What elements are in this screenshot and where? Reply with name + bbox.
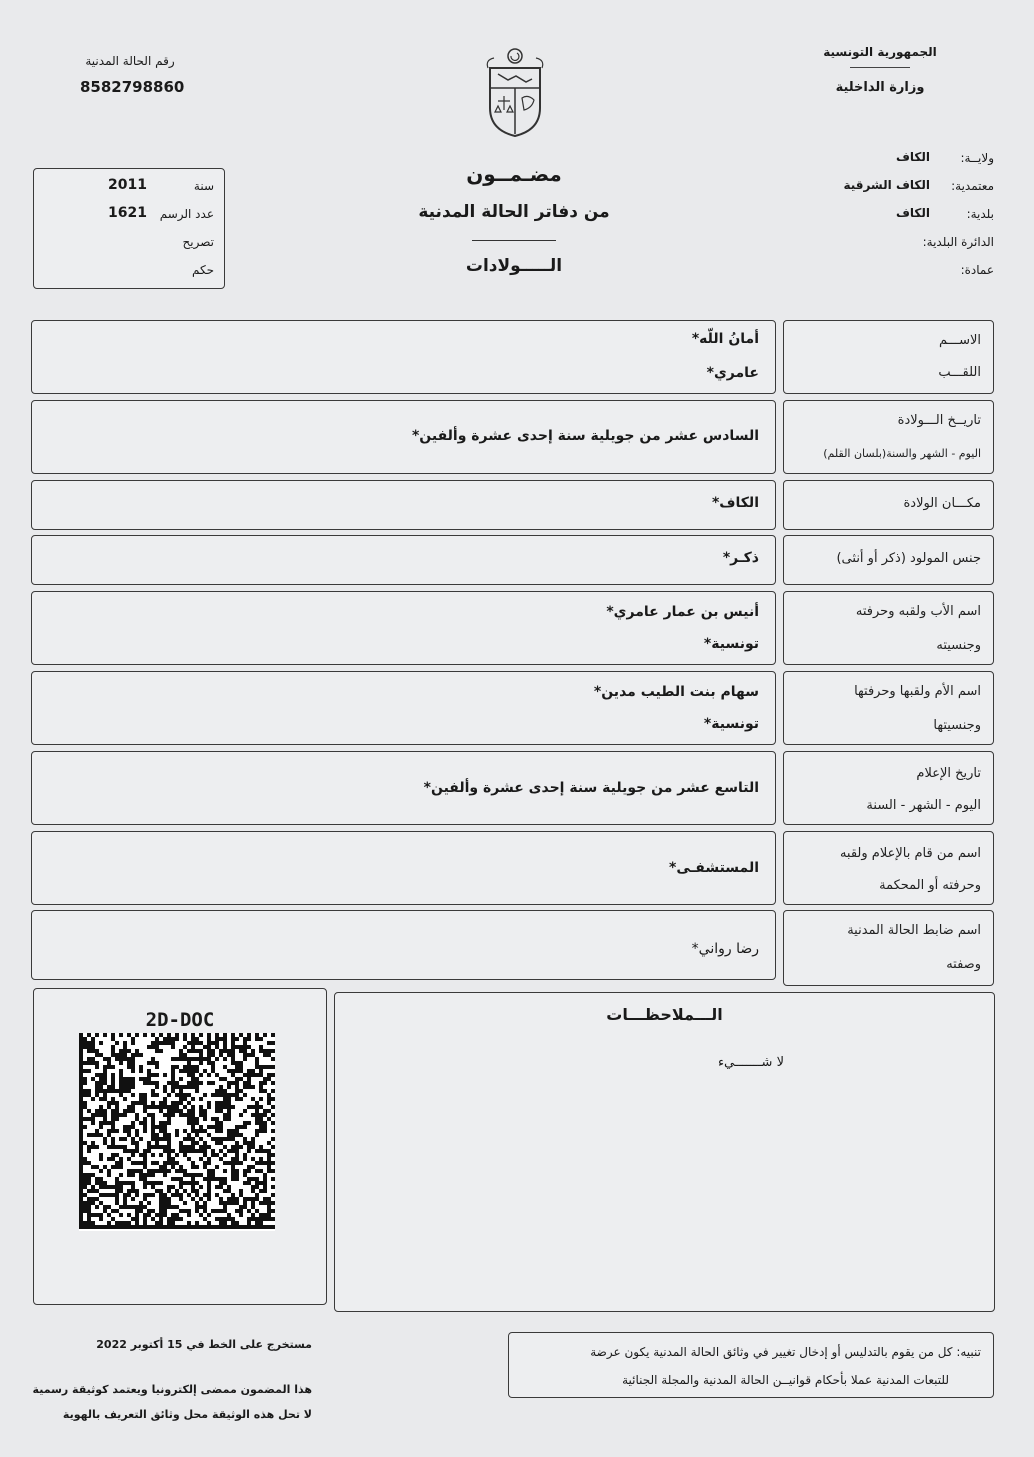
field-label: مكـــان الولادة: [903, 496, 981, 511]
field-label: اسم ضابط الحالة المدنية: [847, 923, 981, 938]
field-label-box-declaration-date: [783, 751, 994, 825]
warning-line1: تنبيه: كل من يقوم بالتدليس أو إدخال تغيير في وثائق الحالة المدنية يكون عرضة: [590, 1345, 981, 1359]
field-value-box-declaration-date: [31, 751, 776, 825]
number-label: عدد الرسم: [159, 207, 214, 221]
title-divider: [472, 240, 556, 241]
field-label: وصفته: [946, 957, 981, 972]
municipality-label: بلدية:: [966, 207, 994, 221]
delegation-label: معتمدية:: [951, 179, 994, 193]
field-value-box-birth-date: [31, 400, 776, 474]
doc-subtitle: من دفاتر الحالة المدنية: [418, 202, 610, 222]
field-label: تاريخ الإعلام: [916, 766, 981, 781]
delegation-value: الكاف الشرقية: [843, 178, 930, 192]
field-value-box-father: [31, 591, 776, 665]
signed-note: هذا المضمون ممضى إلكترونيا ويعتمد كوثيقة رسمية: [32, 1383, 312, 1396]
father-nationality: تونسية*: [703, 636, 759, 652]
declaration-date: التاسع عشر من جويلية سنة إحدى عشرة وألفين*: [423, 780, 759, 796]
field-label-box-officer: [783, 910, 994, 986]
surname: عامري*: [706, 365, 759, 381]
field-label-box-name: [783, 320, 994, 394]
field-label: اليوم - الشهر - السنة: [866, 798, 981, 813]
field-label-box-declarant: [783, 831, 994, 905]
mother-nationality: تونسية*: [703, 716, 759, 732]
notes-box: [334, 992, 995, 1312]
coat-of-arms-icon: [484, 46, 546, 138]
record-box: [33, 168, 225, 289]
officer-name: رضا رواني*: [691, 941, 759, 957]
field-value-box-officer: [31, 910, 776, 980]
father-name: أنيس بن عمار عامري*: [606, 604, 759, 620]
district-label: الدائرة البلدية:: [922, 235, 994, 249]
field-label: وحرفته أو المحكمة: [879, 878, 981, 893]
field-label: اللقـــب: [938, 365, 981, 380]
mother-name: سهام بنت الطيب مدين*: [593, 684, 759, 700]
birth-date: السادس عشر من جويلية سنة إحدى عشرة وألفين*: [411, 428, 759, 444]
field-value-box-declarant: [31, 831, 776, 905]
civil-number-label: رقم الحالة المدنية: [85, 54, 175, 68]
sector-label: عمادة:: [960, 263, 994, 277]
municipality-value: الكاف: [895, 206, 930, 220]
field-value-box-mother: [31, 671, 776, 745]
code-label: 2D-DOC: [145, 1009, 215, 1031]
record-number: 1621: [108, 205, 147, 221]
datamatrix-code-icon: [79, 1033, 275, 1231]
field-value-box-birth-place: [31, 480, 776, 530]
field-label: وجنسيته: [936, 638, 981, 653]
field-label-box-birth-date: [783, 400, 994, 474]
field-value-box-gender: [31, 535, 776, 585]
field-label-box-father: [783, 591, 994, 665]
republic-label: الجمهورية التونسية: [823, 45, 937, 59]
doc-title: مضـمــون: [466, 162, 562, 186]
field-label: وجنسيتها: [933, 718, 981, 733]
field-label: الاســـم: [939, 333, 981, 348]
section-title: الـــــولادات: [465, 256, 563, 276]
first-name: أمانُ اللّه*: [691, 331, 759, 347]
notes-title: الـــملاحظـــات: [606, 1005, 723, 1024]
field-label: اسم الأم ولقبها وحرفتها: [854, 684, 981, 699]
gender: ذكـر*: [722, 550, 759, 566]
header-divider: [850, 67, 910, 68]
record-year: 2011: [108, 177, 147, 193]
field-label: جنس المولود (ذكر أو أنثى): [836, 551, 981, 566]
declaration-label: تصريح: [182, 235, 214, 249]
identity-note: لا تحل هذه الوثيقة محل وثائق التعريف بالهوية: [62, 1408, 312, 1421]
extracted-date: مستخرج على الخط في 15 أكتوبر 2022: [96, 1338, 312, 1351]
year-label: سنة: [193, 179, 214, 193]
civil-number: 8582798860: [80, 78, 185, 96]
warning-line2: للتبعات المدنية عملا بأحكام قوانيــن الحالة المدنية والمجلة الجنائية: [622, 1373, 949, 1387]
ministry-label: وزارة الداخلية: [835, 80, 925, 95]
field-label-box-birth-place: [783, 480, 994, 530]
field-label: اليوم - الشهر والسنة(بلسان القلم): [823, 447, 981, 460]
field-label: اسم الأب ولقبه وحرفته: [855, 604, 981, 619]
field-value-box-name: [31, 320, 776, 394]
field-label: اسم من قام بالإعلام ولقبه: [839, 846, 981, 861]
birth-place: الكاف*: [711, 495, 759, 511]
declarant: المستشفـى*: [669, 860, 759, 876]
field-label: تاريــخ الـــولادة: [897, 413, 981, 428]
field-label-box-gender: [783, 535, 994, 585]
state-value: الكاف: [895, 150, 930, 164]
judgment-label: حكم: [191, 263, 214, 277]
warning-box: [508, 1332, 994, 1398]
state-label: ولايــة:: [960, 151, 994, 165]
notes-text: لا شـــــــيء: [717, 1055, 784, 1070]
field-label-box-mother: [783, 671, 994, 745]
